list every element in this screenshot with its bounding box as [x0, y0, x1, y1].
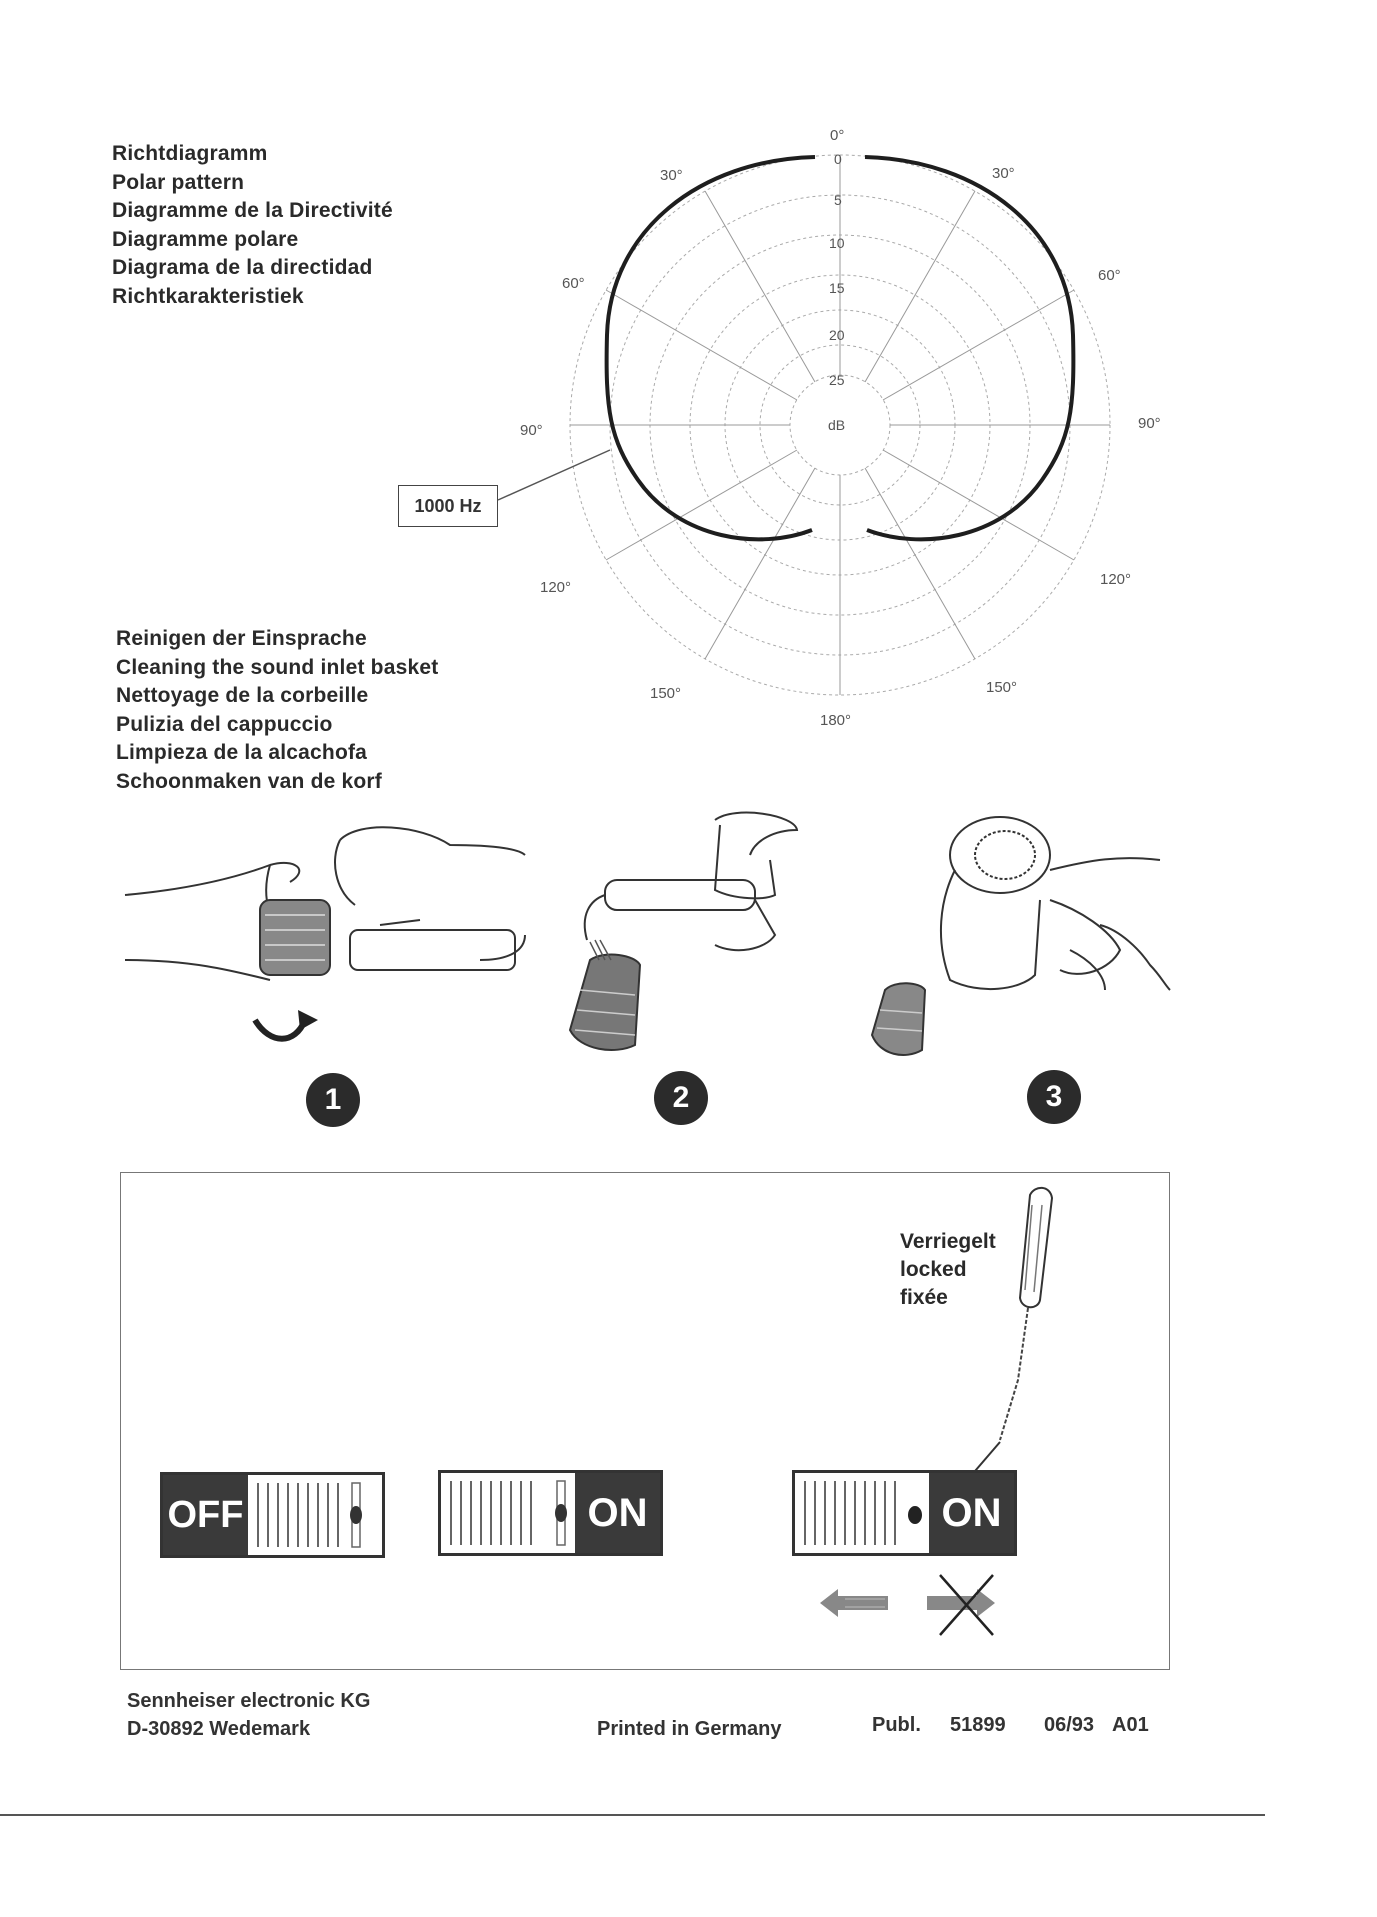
angle-label-150-left: 150°: [650, 685, 682, 702]
ring-label-5: 5: [834, 192, 842, 208]
switch-on: [438, 1470, 663, 1556]
cleaning-heading-nl: Schoonmaken van de korf: [116, 769, 383, 793]
footer-address: D-30892 Wedemark: [127, 1718, 311, 1740]
step-badge-2: 2: [654, 1071, 708, 1125]
dryer-basket-sketch: [872, 983, 925, 1055]
rotation-arrowhead: [298, 1010, 318, 1030]
angle-label-180: 180°: [820, 712, 852, 729]
angle-label-120-left: 120°: [540, 579, 572, 596]
tap-basket-sketch: [570, 955, 640, 1050]
footer-publ-date: 06/93: [1044, 1714, 1095, 1736]
polar-heading-it: Diagramme polare: [112, 227, 299, 251]
cleaning-illustration-3: [860, 810, 1180, 1070]
ring-label-25: 25: [829, 372, 845, 388]
switch-on-ridges: [441, 1473, 575, 1553]
angle-label-30-left: 30°: [660, 167, 683, 184]
angle-label-0: 0°: [830, 127, 845, 144]
ring-label-20: 20: [829, 327, 845, 343]
angle-label-150-right: 150°: [986, 679, 1018, 696]
rotation-arrow: [255, 1020, 305, 1039]
cleaning-heading-de: Reinigen der Einsprache: [116, 627, 367, 650]
page-edge-line: [0, 1814, 1265, 1816]
angle-label-60-left: 60°: [562, 275, 585, 292]
basket-sketch: [260, 900, 330, 975]
lock-label-en: locked: [900, 1258, 967, 1281]
screwdriver-handle: [1020, 1188, 1052, 1307]
polar-pattern-headings: [112, 140, 393, 311]
cleaning-illustration-2: [535, 800, 815, 1070]
frequency-leader-line: [490, 445, 620, 515]
footer-company: Sennheiser electronic KG: [127, 1690, 371, 1712]
footer-publ-label: Publ.: [872, 1714, 921, 1736]
switch-locked-label: ON: [941, 1490, 1002, 1535]
lock-label-de: Verriegelt: [900, 1230, 996, 1253]
switch-locked-label-area: [929, 1473, 1014, 1553]
lock-screw-icon: [908, 1506, 922, 1524]
switch-off: [160, 1472, 385, 1558]
angle-label-120-right: 120°: [1100, 571, 1132, 588]
polar-heading-de: Richtdiagramm: [112, 142, 268, 165]
cleaning-heading-it: Pulizia del cappuccio: [116, 712, 333, 736]
polar-heading-fr: Diagramme de la Directivité: [112, 199, 393, 222]
frequency-label-box: [398, 485, 498, 527]
lock-label: [900, 1228, 996, 1312]
ring-label-15: 15: [829, 280, 845, 296]
polar-heading-nl: Richtkarakteristiek: [112, 284, 304, 308]
polar-diagram: [520, 120, 1200, 740]
angle-label-30-right: 30°: [992, 165, 1015, 182]
right-arrow-blocked-icon: [925, 1570, 1005, 1640]
switch-off-label-area: [163, 1475, 248, 1555]
lock-label-fr: fixée: [900, 1286, 948, 1309]
polar-heading-es: Diagrama de la directidad: [112, 256, 373, 279]
ring-label-0: 0: [834, 151, 842, 167]
left-arrow-icon: [820, 1585, 890, 1621]
ring-label-db: dB: [828, 417, 846, 433]
cleaning-heading-en: Cleaning the sound inlet basket: [116, 655, 439, 679]
switch-on-label-area: [575, 1473, 660, 1553]
footer-publ-code: A01: [1112, 1714, 1149, 1736]
footer-publ-number: 51899: [950, 1714, 1006, 1736]
switch-off-label: OFF: [167, 1493, 244, 1536]
switch-on-label: ON: [587, 1490, 648, 1535]
angle-label-90-right: 90°: [1138, 415, 1161, 432]
cleaning-illustration-1: [120, 820, 530, 1060]
cleaning-heading-es: Limpieza de la alcachofa: [116, 741, 368, 764]
angle-label-60-right: 60°: [1098, 267, 1121, 284]
step-badge-3: 3: [1027, 1070, 1081, 1124]
polar-heading-en: Polar pattern: [112, 170, 245, 194]
switch-on-locked: [792, 1470, 1017, 1556]
frequency-label: 1000 Hz: [414, 495, 482, 516]
screwdriver-shaft: [1000, 1308, 1028, 1440]
switch-off-ridges: [248, 1475, 382, 1555]
step-badge-1: 1: [306, 1073, 360, 1127]
ring-label-10: 10: [829, 235, 845, 251]
switch-locked-ridges: [795, 1473, 929, 1553]
cleaning-headings: [116, 625, 438, 796]
footer-printed: Printed in Germany: [597, 1718, 782, 1740]
cleaning-heading-fr: Nettoyage de la corbeille: [116, 684, 369, 707]
angle-label-90-left: 90°: [520, 422, 543, 439]
